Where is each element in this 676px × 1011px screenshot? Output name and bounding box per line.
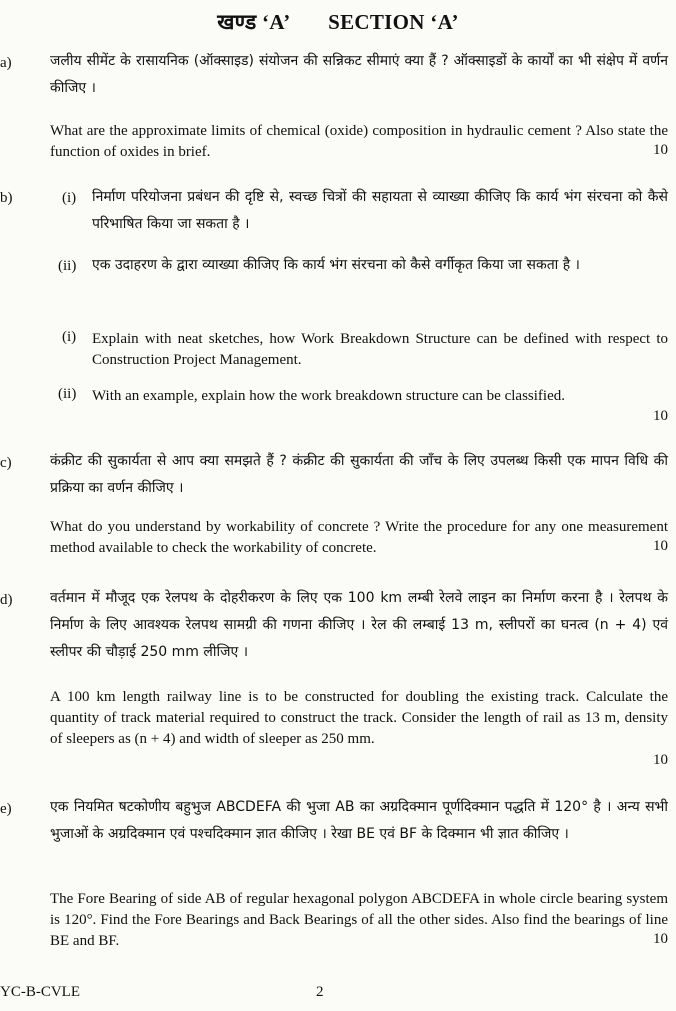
marks: 10 bbox=[653, 931, 668, 947]
question-label: b) bbox=[0, 190, 13, 206]
sub-label: (ii) bbox=[58, 386, 77, 402]
question-english-text-ii: With an example, explain how the work breakdown structure can be classified. bbox=[92, 388, 565, 404]
question-english-text: A 100 km length railway line is to be constructed for doubling the existing track. Calculate the quantity of track material required to construct the track. Consider the length of rail as 13 m, density of sleepers as (n + 4) and width of sleeper as 250 mm. bbox=[50, 689, 668, 747]
question-hindi-text: जलीय सीमेंट के रासायनिक (ऑक्साइड) संयोजन की सन्निकट सीमाएं क्या हैं ? ऑक्साइडों के कार्यों का भी संक्षेप में वर्णन कीजिए । bbox=[50, 53, 668, 96]
question-english-text: The Fore Bearing of side AB of regular hexagonal polygon ABCDEFA in whole circle bearing system is 120°. Find the Fore Bearings and Back Bearings of all the other sides. Also find the bearings of line BE and BF. bbox=[50, 891, 668, 949]
question-english-text: What do you understand by workability of concrete ? Write the procedure for any one measurement method available to check the workability of concrete. bbox=[50, 519, 668, 556]
marks: 10 bbox=[653, 142, 668, 158]
section-heading-english: SECTION ‘A’ bbox=[328, 10, 459, 34]
question-hindi-text: वर्तमान में मौजूद एक रेलपथ के दोहरीकरण के लिए एक 100 km लम्बी रेलवे लाइन का निर्माण करना है । रेलपथ के निर्माण के लिए आवश्यक रेलपथ सामग्री की गणना कीजिए । रेल की लम्बाई 13 m, स्लीपरों का घनत्व (n + 4) एवं स्लीपर की चौड़ाई 250 mm लीजिए । bbox=[50, 590, 668, 660]
sub-label: (i) bbox=[62, 329, 77, 345]
section-heading-hindi: खण्ड ‘A’ bbox=[217, 10, 291, 34]
marks: 10 bbox=[653, 538, 668, 554]
question-label: c) bbox=[0, 455, 12, 471]
section-heading bbox=[0, 8, 676, 36]
question-hindi-text-ii: एक उदाहरण के द्वारा व्याख्या कीजिए कि कार्य भंग संरचना को कैसे वर्गीकृत किया जा सकता है । bbox=[92, 257, 580, 273]
question-english-text: What are the approximate limits of chemical (oxide) composition in hydraulic cement ? Also state the function of oxides in brief. bbox=[50, 123, 668, 160]
sub-label: (i) bbox=[62, 190, 77, 206]
question-hindi-text: कंक्रीट की सुकार्यता से आप क्या समझते हैं ? कंक्रीट की सुकार्यता की जाँच के लिए उपलब्ध किसी एक मापन विधि की प्रक्रिया का वर्णन कीजिए । bbox=[50, 453, 668, 496]
question-english-text-i: Explain with neat sketches, how Work Breakdown Structure can be defined with respect to Construction Project Management. bbox=[92, 331, 668, 368]
question-label: e) bbox=[0, 801, 12, 817]
marks: 10 bbox=[653, 408, 668, 424]
paper-code: YC-B-CVLE bbox=[0, 984, 80, 1000]
page-number: 2 bbox=[316, 984, 324, 1000]
question-hindi-text: एक नियमित षटकोणीय बहुभुज ABCDEFA की भुजा AB का अग्रदिक्मान पूर्णदिक्मान पद्धति में 120° है । अन्य सभी भुजाओं के अग्रदिक्मान एवं पश्चदिक्मान ज्ञात कीजिए । रेखा BE एवं BF के दिक्मान भी ज्ञात कीजिए । bbox=[50, 799, 668, 842]
sub-label: (ii) bbox=[58, 258, 77, 274]
question-label: a) bbox=[0, 55, 12, 71]
question-hindi-text-i: निर्माण परियोजना प्रबंधन की दृष्टि से, स्वच्छ चित्रों की सहायता से व्याख्या कीजिए कि कार्य भंग संरचना को कैसे परिभाषित किया जा सकता है । bbox=[92, 189, 668, 232]
question-label: d) bbox=[0, 592, 13, 608]
marks: 10 bbox=[653, 752, 668, 768]
